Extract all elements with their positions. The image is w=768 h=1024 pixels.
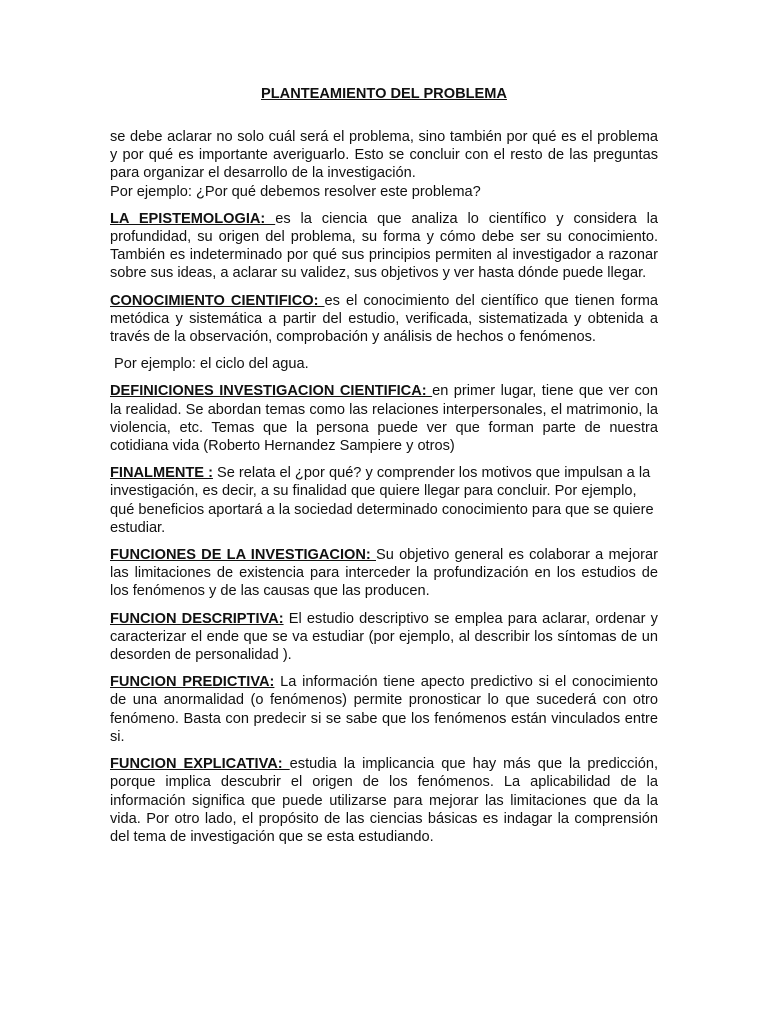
section-funcion-predictiva <box>110 673 658 746</box>
section-term: FINALMENTE : <box>110 465 213 482</box>
intro-paragraph: se debe aclarar no solo cuál será el problema, sino también por qué es el problema y por qué es importante averiguarlo. Esto se concluir con el resto de las preguntas para organizar el desarrollo de la investigación. <box>110 129 658 182</box>
section-text: El estudio descriptivo se emplea para aclarar, ordenar y caracterizar el ende que se va estudiar (por ejemplo, al describir los síntomas de un desorden de personalidad ). <box>110 610 658 664</box>
section-text: Su objetivo general es colaborar a mejorar las limitaciones de existencia para interceder la profundización en los estudios de los fenómenos y de las causas que las producen. <box>110 547 658 600</box>
section-funcion-descriptiva <box>110 610 658 665</box>
section-text: estudia la implicancia que hay más que la predicción, porque implica descubrir el origen de los fenómenos. La aplicabilidad de la información significa que puede utilizarse para mejorar las limitaciones que da la vida. Por otro lado, el propósito de las ciencias básicas es indagar la comprensión del tema de investigación que se esta estudiando. <box>110 756 658 845</box>
document-title: PLANTEAMIENTO DEL PROBLEMA <box>261 86 507 102</box>
document-page <box>110 85 658 855</box>
section-term: FUNCION DESCRIPTIVA: <box>110 610 284 627</box>
section-finalmente <box>110 464 658 537</box>
section-funcion-explicativa <box>110 755 658 846</box>
section-text: es el conocimiento del científico que tienen forma metódica y sistemática a partir del estudio, verificada, sistematizada y obtenida a través de la observación, comprobación y análisis de hechos o fenómenos. <box>110 292 659 346</box>
section-term: DEFINICIONES INVESTIGACION CIENTIFICA: <box>110 383 433 400</box>
section-term: FUNCION PREDICTIVA: <box>110 674 275 691</box>
section-text: en primer lugar, tiene que ver con la realidad. Se abordan temas como las relaciones interpersonales, el matrimonio, la violencia, etc. Temas que la persona puede ver que forman parte de nuestra cotidiana vida (Roberto Hernandez Sampiere y otros) <box>110 383 658 455</box>
section-conocimiento-cientifico <box>110 292 658 347</box>
section-text: La información tiene apecto predictivo si el conocimiento de una anormalidad (o fenómenos) permite pronosticar lo que sucederá con otro fenómeno. Basta con predecir si se sabe que los fenómenos están vinculados entre si. <box>110 674 658 745</box>
section-term: FUNCION EXPLICATIVA: <box>110 756 290 773</box>
section-funciones <box>110 546 658 601</box>
section-term: FUNCIONES DE LA INVESTIGACION: <box>110 547 376 564</box>
section-term: CONOCIMIENTO CIENTIFICO: <box>110 292 325 309</box>
section-term: LA EPISTEMOLOGIA: <box>110 210 276 227</box>
section-definiciones <box>110 382 658 455</box>
section-epistemologia <box>110 210 658 283</box>
intro-example: Por ejemplo: ¿Por qué debemos resolver este problema? <box>110 183 481 200</box>
section-text: es la ciencia que analiza lo científico y considera la profundidad, su origen del problema, su forma y cómo debe ser su conocimiento. También es indeterminado por qué sus principios permiten al investigador a razonar sobre sus ideas, a aclarar su validez, sus objetivos y ver hasta dónde puede llegar. <box>110 210 658 282</box>
example-ciclo-agua: Por ejemplo: el ciclo del agua. <box>114 356 309 373</box>
section-text: Se relata el ¿por qué? y comprender los motivos que impulsan a la investigación, es decir, a su finalidad que quiere llegar para concluir. Por ejemplo, qué beneficios aportará a la sociedad determinado conocimiento para que se quiere estudiar. <box>110 465 654 536</box>
